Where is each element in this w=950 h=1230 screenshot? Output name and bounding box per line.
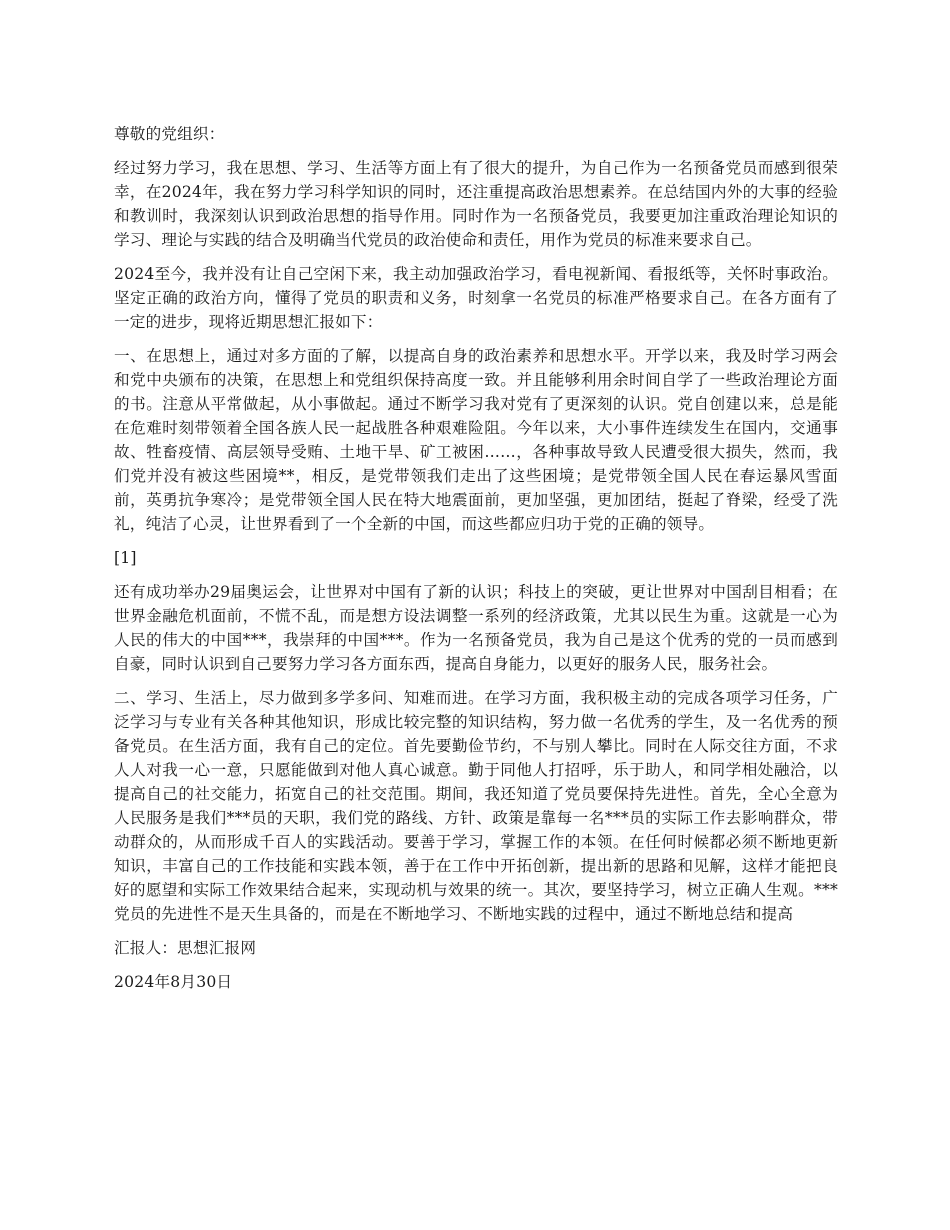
- paragraph-olympics: 还有成功举办29届奥运会，让世界对中国有了新的认识；科技上的突破，更让世界对中国刮目相看；在世界金融危机面前，不慌不乱，而是想方设法调整一系列的经济政策，尤其以民生为重。这就是一心为人民的伟大的中国***，我崇拜的中国***。作为一名预备党员，我为自己是这个优秀的党的一员而感到自豪，同时认识到自己要努力学习各方面东西，提高自身能力，以更好的服务人民，服务社会。: [114, 583, 838, 673]
- footnote-marker: [1]: [114, 549, 137, 567]
- document-page: [114, 122, 838, 1004]
- paragraph-intro: 经过努力学习，我在思想、学习、生活等方面上有了很大的提升，为自己作为一名预备党员而感到很荣幸，在2024年，我在努力学习科学知识的同时，还注重提高政治思想素养。在总结国内外的大事的经验和教训时，我深刻认识到政治思想的指导作用。同时作为一名预备党员，我要更加注重政治理论知识的学习、理论与实践的结合及明确当代党员的政治使命和责任，用作为党员的标准来要求自己。: [114, 159, 838, 249]
- reporter-line: 汇报人：思想汇报网: [114, 939, 257, 957]
- paragraph-thought: 一、在思想上，通过对多方面的了解，以提高自身的政治素养和思想水平。开学以来，我及时学习两会和党中央颁布的决策，在思想上和党组织保持高度一致。并且能够利用余时间自学了一些政治理论方面的书。注意从平常做起，从小事做起。通过不断学习我对党有了更深刻的认识。党自创建以来，总是能在危难时刻带领着全国各族人民一起战胜各种艰难险阻。今年以来，大小事件连续发生在国内，交通事故、牲畜疫情、高层领导受贿、土地干旱、矿工被困……，各种事故导致人民遭受很大损失，然而，我们党并没有被这些困境**，相反，是党带领我们走出了这些困境；是党带领全国人民在春运暴风雪面前，英勇抗争寒冷；是党带领全国人民在特大地震面前，更加坚强，更加团结，挺起了脊梁，经受了洗礼，纯洁了心灵，让世界看到了一个全新的中国，而这些都应归功于党的正确的领导。: [114, 347, 838, 533]
- salutation: 尊敬的党组织：: [114, 125, 225, 143]
- date-line: 2024年8月30日: [114, 973, 233, 991]
- paragraph-study-life: 二、学习、生活上，尽力做到多学多问、知难而进。在学习方面，我积极主动的完成各项学习任务，广泛学习与专业有关各种其他知识，形成比较完整的知识结构，努力做一名优秀的学生，及一名优秀的预备党员。在生活方面，我有自己的定位。首先要勤俭节约，不与别人攀比。同时在人际交往方面，不求人人对我一心一意，只愿能做到对他人真心诚意。勤于同他人打招呼，乐于助人，和同学相处融洽，以提高自己的社交能力，拓宽自己的社交范围。期间，我还知道了党员要保持先进性。首先，全心全意为人民服务是我们***员的天职，我们党的路线、方针、政策是靠每一名***员的实际工作去影响群众，带动群众的，从而形成千百人的实践活动。要善于学习，掌握工作的本领。在任何时候都必须不断地更新知识，丰富自己的工作技能和实践本领，善于在工作中开拓创新，提出新的思路和见解，这样才能把良好的愿望和实际工作效果结合起来，实现动机与效果的统一。其次，要坚持学习，树立正确人生观。***党员的先进性不是天生具备的，而是在不断地学习、不断地实践的过程中，通过不断地总结和提高: [114, 689, 838, 923]
- paragraph-2024: 2024至今，我并没有让自己空闲下来，我主动加强政治学习，看电视新闻、看报纸等，关怀时事政治。坚定正确的政治方向，懂得了党员的职责和义务，时刻拿一名党员的标准严格要求自己。在各方面有了一定的进步，现将近期思想汇报如下：: [114, 265, 838, 331]
